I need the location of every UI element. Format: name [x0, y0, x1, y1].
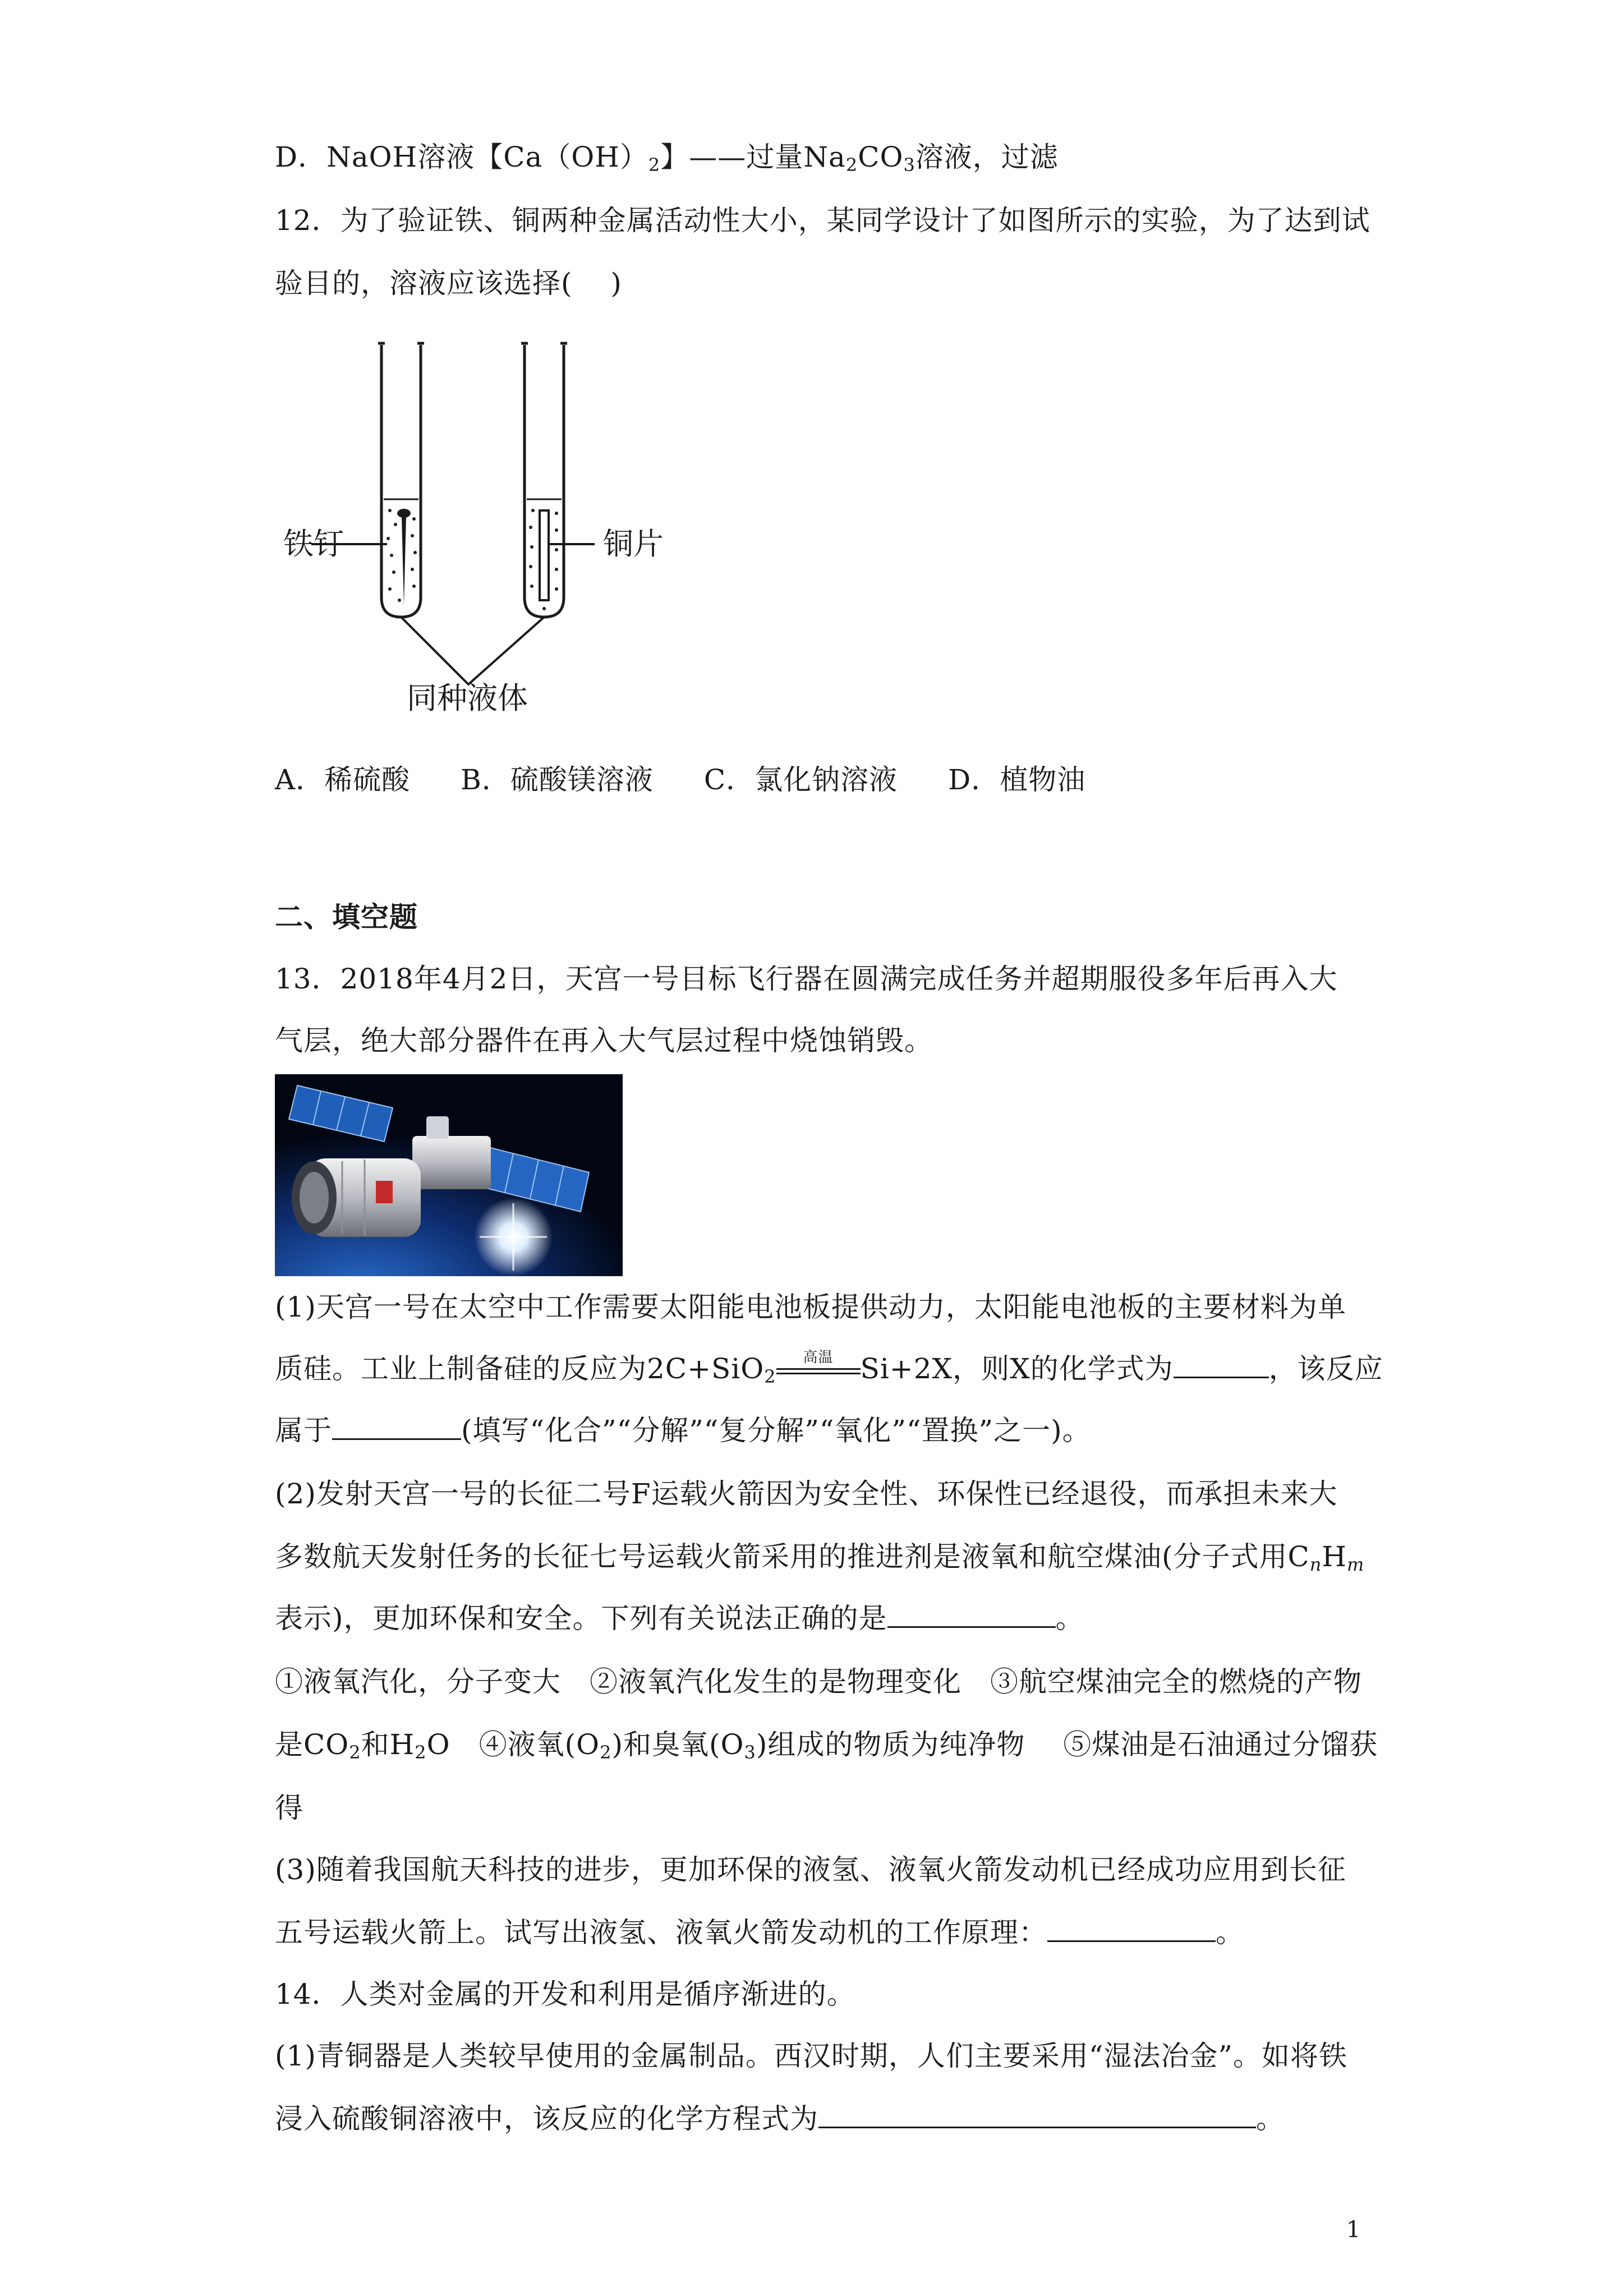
- q14-part1-line2: 浸入硫酸铜溶液中，该反应的化学方程式为 。: [275, 2099, 1285, 2138]
- page-number: 1: [1346, 2217, 1361, 2243]
- q13-part1-line3: 属于 (填写“化合”“分解”“复分解”“氧化”“置换”之一)。: [275, 1411, 1091, 1450]
- same-liquid-label: 同种液体: [407, 680, 528, 716]
- left-test-tube: [381, 345, 421, 617]
- answer-blank-engine-principle[interactable]: [1047, 1913, 1216, 1942]
- answer-blank-formula[interactable]: [1174, 1350, 1269, 1378]
- q13-part2-line3: 表示)，更加环保和安全。下列有关说法正确的是 。: [275, 1599, 1084, 1638]
- q13-part2-line2: 多数航天发射任务的长征七号运载火箭采用的推进剂是液氧和航空煤油(分子式用$C_nH_m$: [275, 1540, 1365, 1575]
- q12-stem-line1: 12．为了验证铁、铜两种金属活动性大小，某同学设计了如图所示的实验，为了达到试: [275, 204, 1370, 237]
- iron-nail-label: 铁钉: [283, 526, 344, 562]
- answer-blank-reaction-type[interactable]: [332, 1411, 461, 1440]
- q12-option-a: A．稀硫酸: [275, 763, 411, 796]
- q12-option-d: D．植物油: [948, 763, 1086, 796]
- liquid-dots: [387, 509, 558, 610]
- iron-nail: [397, 509, 411, 606]
- copper-sheet: [540, 510, 549, 600]
- q12-option-b: B．硫酸镁溶液: [461, 763, 654, 796]
- q13-part3-line1: (3)随着我国航天科技的进步，更加环保的液氢、液氧火箭发动机已经成功应用到长征: [275, 1853, 1346, 1886]
- space-station-photo: [275, 1074, 623, 1276]
- q11-option-d: D．NaOH溶液【$Ca(OH)_2$】——过量$Na_2CO_3$溶液，过滤: [275, 141, 1059, 176]
- q14-part1-line1: (1)青铜器是人类较早使用的金属制品。西汉时期，人们主要采用“湿法冶金”。如将铁: [275, 2040, 1347, 2072]
- copper-sheet-label: 铜片: [603, 526, 664, 562]
- answer-blank-correct-statements[interactable]: [887, 1599, 1056, 1628]
- q12-option-c: C．氯化钠溶液: [703, 763, 898, 796]
- q13-part1-line1: (1)天宫一号在太空中工作需要太阳能电池板提供动力，太阳能电池板的主要材料为单: [275, 1291, 1346, 1323]
- q13-part2-line1: (2)发射天宫一号的长征二号F运载火箭因为安全性、环保性已经退役，而承担未来大: [275, 1478, 1338, 1510]
- q13-part3-line2: 五号运载火箭上。试写出液氢、液氧火箭发动机的工作原理： 。: [275, 1913, 1244, 1952]
- q13-part2-line5: 是$CO_2$和$H_2O$ ④液氧$(O_2)$和臭氧$(O_3)$组成的物质为纯净物 ⑤煤油是石油通过分馏获: [275, 1728, 1378, 1763]
- right-test-tube: [525, 345, 564, 617]
- section-heading-fill-in: 二、填空题: [275, 900, 418, 933]
- q12-stem-line2: 验目的，溶液应该选择( ): [275, 267, 622, 300]
- q14-stem: 14．人类对金属的开发和利用是循序渐进的。: [275, 1978, 855, 2010]
- answer-blank-equation[interactable]: [818, 2100, 1256, 2128]
- reaction-condition: 高温: [776, 1349, 861, 1388]
- q12-options: [275, 760, 1136, 799]
- q13-part2-line6: 得: [275, 1792, 303, 1824]
- q13-stem-line2: 气层，绝大部分器件在再入大气层过程中烧蚀销毁。: [275, 1024, 933, 1057]
- q13-stem-line1: 13．2018年4月2日，天宫一号目标飞行器在圆满完成任务并超期服役多年后再入大: [275, 963, 1338, 995]
- q13-part2-line4: ①液氧汽化，分子变大 ②液氧汽化发生的是物理变化 ③航空煤油完全的燃烧的产物: [275, 1665, 1362, 1698]
- q13-part1-line2: 质硅。工业上制备硅的反应为2C+SiO$_2$ 高温 Si+2X，则X的化学式为 ，该反应: [275, 1349, 1383, 1387]
